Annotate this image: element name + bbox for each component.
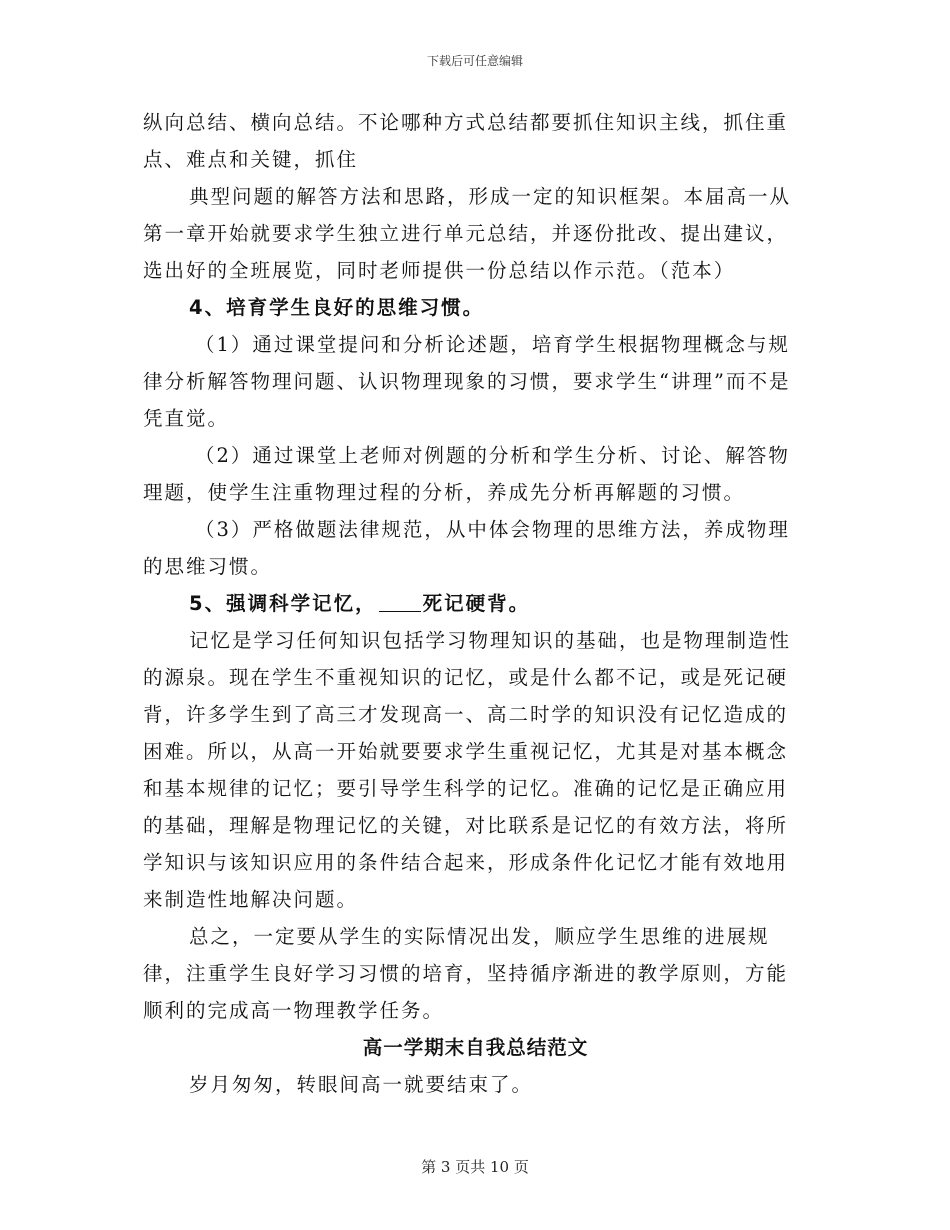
- list-item-1: （1）通过课堂提问和分析论述题，培育学生根据物理概念与规律分析解答物理问题、认识物理现象的习惯，要求学生“讲理”而不是凭直觉。: [143, 333, 791, 430]
- page-number: 第 3 页共 10 页: [421, 1158, 529, 1176]
- paragraph: 典型问题的解答方法和思路，形成一定的知识框架。本届高一从第一章开始就要求学生独立进行单元总结，并逐份批改、提出建议，选出好的全班展览，同时老师提供一份总结以作示范。（范本）: [143, 185, 792, 282]
- document-body: [143, 104, 808, 1103]
- paragraph: 岁月匆匆，转眼间高一就要结束了。: [189, 1073, 534, 1096]
- fill-in-blank: [379, 593, 421, 612]
- list-item-2: （2）通过课堂上老师对例题的分析和学生分析、讨论、解答物理题，使学生注重物理过程的分析，养成先分析再解题的习惯。: [143, 444, 790, 504]
- paragraph: 总之，一定要从学生的实际情况出发，顺应学生思维的进展规律，注重学生良好学习习惯的培育，坚持循序渐进的教学原则，方能顺利的完成高一物理教学任务。: [143, 925, 789, 1022]
- page-header-note: 下载后可任意编辑: [426, 54, 523, 68]
- paragraph: 记忆是学习任何知识包括学习物理知识的基础，也是物理制造性的源泉。现在学生不重视知识的记忆，或是什么都不记，或是死记硬背，许多学生到了高三才发现高一、高二时学的知识没有记忆造成的困难。所以，从高一开始就要要求学生重视记忆，尤其是对基本概念和基本规律的记忆；要引导学生科学的记忆。准确的记忆是正确应用的基础，理解是物理记忆的关键，对比联系是记忆的有效方法，将所学知识与该知识应用的条件结合起来，形成条件化记忆才能有效地用来制造性地解决问题。: [143, 629, 792, 911]
- heading-text-before: 5、强调科学记忆，: [189, 592, 377, 615]
- heading-text-after: 死记硬背。: [422, 592, 531, 615]
- section-title: 高一学期末自我总结范文: [362, 1036, 589, 1059]
- section-heading-4: 4、培育学生良好的思维习惯。: [189, 296, 485, 319]
- paragraph-line: 点、难点和关键，抓住: [143, 148, 359, 171]
- list-item-3: （3）严格做题法律规范，从中体会物理的思维方法，养成物理的思维习惯。: [143, 518, 790, 578]
- paragraph-line: 纵向总结、横向总结。不论哪种方式总结都要抓住知识主线，抓住重: [143, 111, 789, 134]
- section-heading-5: [143, 585, 808, 622]
